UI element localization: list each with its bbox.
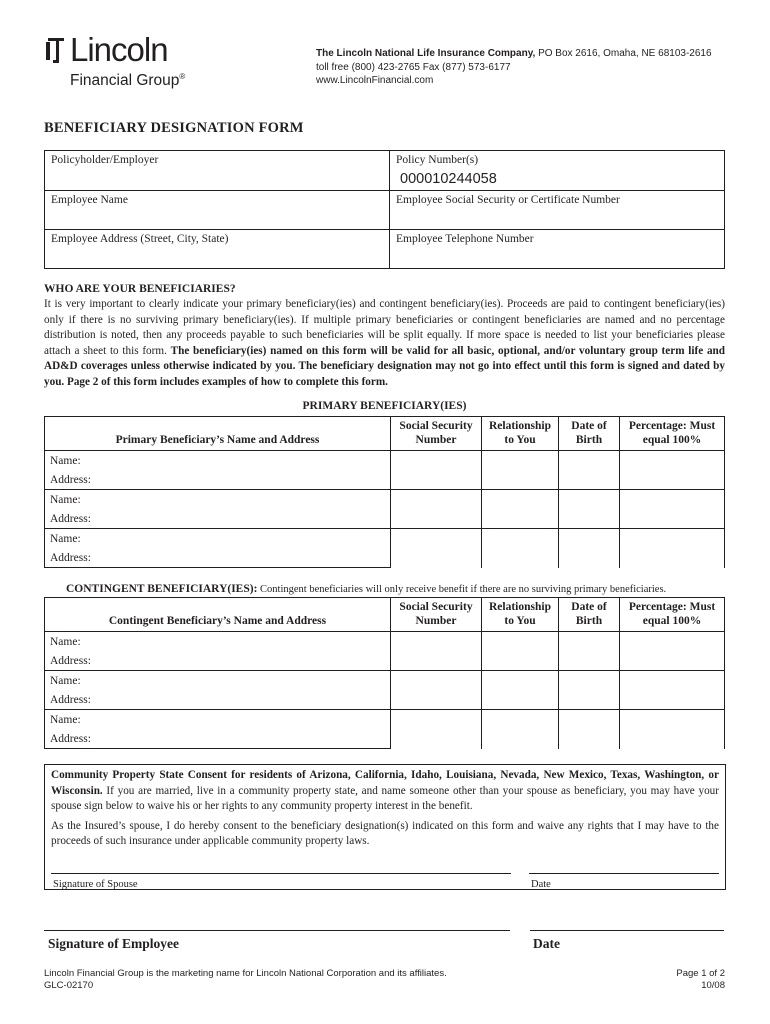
employee-phone-field[interactable] <box>390 230 725 269</box>
contingent-2-name[interactable]: Name: <box>45 671 391 691</box>
who-heading: WHO ARE YOUR BENEFICIARIES? <box>44 283 236 295</box>
primary-1-ssn[interactable] <box>391 451 482 490</box>
primary-1-name[interactable]: Name: <box>45 451 391 471</box>
contingent-2-dob[interactable] <box>559 671 620 710</box>
contingent-beneficiary-table <box>44 597 725 749</box>
primary-2-dob[interactable] <box>559 490 620 529</box>
employee-phone-label: Employee Telephone Number <box>396 233 534 245</box>
contingent-col-dob: Date of Birth <box>559 598 620 632</box>
primary-3-address[interactable]: Address: <box>45 548 391 568</box>
consent-intro: Community Property State Consent for residents of Arizona, California, Idaho, Louisiana, Nevada, New Mexico, Texas, Washington, or Wisconsin. If you are married, live in a community property state, and name someone other than your spouse as beneficiary, you may have your spouse sign below to waive his or her rights to any community property interest in the benefit. <box>51 769 719 812</box>
contingent-2-relationship[interactable] <box>482 671 559 710</box>
contingent-3-dob[interactable] <box>559 710 620 749</box>
employee-info-table <box>44 150 725 269</box>
contingent-col-ssn: Social Security Number <box>391 598 482 632</box>
company-info <box>316 47 712 88</box>
primary-section-title: PRIMARY BENEFICIARY(IES) <box>302 400 467 412</box>
contingent-2-percentage[interactable] <box>620 671 725 710</box>
primary-3-dob[interactable] <box>559 529 620 568</box>
company-phone: toll free (800) 423-2765 Fax (877) 573-6177 <box>316 61 511 73</box>
primary-2-percentage[interactable] <box>620 490 725 529</box>
spouse-signature-line[interactable] <box>51 873 511 874</box>
primary-1-address[interactable]: Address: <box>45 470 391 490</box>
primary-col-dob: Date of Birth <box>559 417 620 451</box>
form-revision-date: 10/08 <box>701 980 725 991</box>
primary-2-address[interactable]: Address: <box>45 509 391 529</box>
community-property-consent-box <box>44 764 726 890</box>
footer-form-code: GLC-02170 <box>44 980 94 991</box>
contingent-col-relationship: Relationship to You <box>482 598 559 632</box>
primary-2-ssn[interactable] <box>391 490 482 529</box>
policyholder-field[interactable] <box>45 151 390 191</box>
primary-col-ssn: Social Security Number <box>391 417 482 451</box>
contingent-2-address[interactable]: Address: <box>45 690 391 710</box>
consent-statement: As the Insured’s spouse, I do hereby consent to the beneficiary designation(s) indicated on this form and waive any rights that I may have to the proceeds of such insurance under applicable community property laws. <box>51 819 719 847</box>
logo-subtitle: Financial Group® <box>70 72 186 89</box>
policy-number-value: 000010244058 <box>400 171 497 187</box>
company-address: PO Box 2616, Omaha, NE 68103-2616 <box>535 48 712 59</box>
employee-address-label: Employee Address (Street, City, State) <box>51 233 229 245</box>
primary-1-percentage[interactable] <box>620 451 725 490</box>
footer-right <box>676 968 725 992</box>
contingent-col-name: Contingent Beneficiary’s Name and Address <box>45 598 391 632</box>
lincoln-logo-icon <box>44 36 68 66</box>
contingent-1-ssn[interactable] <box>391 632 482 671</box>
footer-left <box>44 968 447 992</box>
contingent-section-title: CONTINGENT BENEFICIARY(IES): Contingent beneficiaries will only receive benefit if there are no surviving primary beneficiaries. <box>66 583 667 595</box>
contingent-3-ssn[interactable] <box>391 710 482 749</box>
company-website: www.LincolnFinancial.com <box>316 75 434 86</box>
contingent-3-percentage[interactable] <box>620 710 725 749</box>
primary-2-name[interactable]: Name: <box>45 490 391 510</box>
page-number: Page 1 of 2 <box>676 968 725 979</box>
form-title: BENEFICIARY DESIGNATION FORM <box>44 120 304 136</box>
employee-name-field[interactable] <box>45 191 390 230</box>
primary-3-name[interactable]: Name: <box>45 529 391 549</box>
contingent-1-relationship[interactable] <box>482 632 559 671</box>
contingent-1-percentage[interactable] <box>620 632 725 671</box>
employee-ssn-field[interactable] <box>390 191 725 230</box>
primary-col-percentage: Percentage: Must equal 100% <box>620 417 725 451</box>
employee-date-label: Date <box>533 936 560 951</box>
spouse-date-line[interactable] <box>529 873 719 874</box>
policy-number-label: Policy Number(s) <box>396 154 479 166</box>
primary-col-relationship: Relationship to You <box>482 417 559 451</box>
primary-1-relationship[interactable] <box>482 451 559 490</box>
company-name: The Lincoln National Life Insurance Company, <box>316 48 536 59</box>
employee-date-line[interactable] <box>530 930 724 931</box>
primary-3-relationship[interactable] <box>482 529 559 568</box>
contingent-3-relationship[interactable] <box>482 710 559 749</box>
primary-2-relationship[interactable] <box>482 490 559 529</box>
primary-3-ssn[interactable] <box>391 529 482 568</box>
primary-1-dob[interactable] <box>559 451 620 490</box>
contingent-2-ssn[interactable] <box>391 671 482 710</box>
who-paragraph: It is very important to clearly indicate your primary beneficiary(ies) and contingent beneficiary(ies). Proceeds are paid to contingent beneficiary(ies) only if there is no surviving primary beneficiary(ies). If multiple primary beneficiaries or contingent beneficiaries are named and no percentage distribution is noted, then any proceeds payable to such beneficiaries will be split equally. If more space is needed to list your beneficiaries please attach a sheet to this form. The beneficiary(ies) named on this form will be valid for all basic, optional, and/or voluntary group term life and AD&D coverages unless otherwise indicated by you. The beneficiary designation may not go into effect until this form is signed and dated by you. Page 2 of this form includes examples of how to complete this form. <box>44 298 725 388</box>
employee-ssn-label: Employee Social Security or Certificate Number <box>396 194 620 206</box>
contingent-3-name[interactable]: Name: <box>45 710 391 730</box>
spouse-date-label: Date <box>531 879 551 890</box>
spouse-signature-label: Signature of Spouse <box>53 879 138 890</box>
policy-number-field[interactable] <box>390 151 725 191</box>
primary-beneficiary-table <box>44 416 725 568</box>
employee-address-field[interactable] <box>45 230 390 269</box>
employee-signature-line[interactable] <box>44 930 510 931</box>
employee-name-label: Employee Name <box>51 194 128 206</box>
contingent-col-percentage: Percentage: Must equal 100% <box>620 598 725 632</box>
primary-col-name: Primary Beneficiary’s Name and Address <box>45 417 391 451</box>
contingent-1-address[interactable]: Address: <box>45 651 391 671</box>
policyholder-label: Policyholder/Employer <box>51 154 159 166</box>
employee-signature-label: Signature of Employee <box>48 936 179 951</box>
logo-wordmark: Lincoln <box>70 31 168 68</box>
footer-disclaimer: Lincoln Financial Group is the marketing name for Lincoln National Corporation and its affiliates. <box>44 968 447 979</box>
contingent-3-address[interactable]: Address: <box>45 729 391 749</box>
primary-3-percentage[interactable] <box>620 529 725 568</box>
contingent-1-dob[interactable] <box>559 632 620 671</box>
contingent-1-name[interactable]: Name: <box>45 632 391 652</box>
